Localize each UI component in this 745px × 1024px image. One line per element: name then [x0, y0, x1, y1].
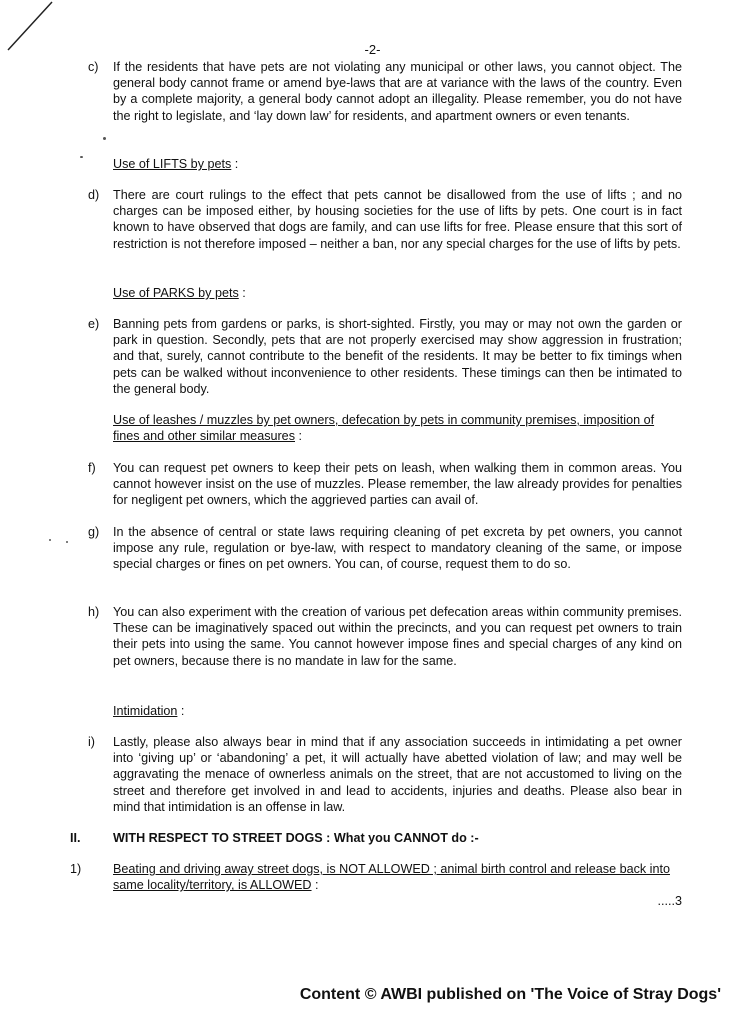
- paragraph-e: [70, 316, 682, 397]
- heading-parks: [113, 285, 683, 301]
- paragraph-f: [70, 460, 682, 509]
- heading-intimidation: [113, 703, 683, 719]
- continuation-marker: .....3: [657, 894, 682, 908]
- scan-speck: [103, 137, 106, 140]
- item-label: e): [88, 317, 100, 331]
- paragraph-g: [70, 524, 682, 573]
- copyright-footer: Content © AWBI published on 'The Voice of Stray Dogs': [299, 986, 721, 1003]
- heading-lifts: [113, 156, 683, 172]
- item-text: If the residents that have pets are not violating any municipal or other laws, you cannot object. The general body cannot frame or amend bye-laws that are at variance with the laws of the country. Even by a complete majority, a general body cannot adopt an illegality. Please remember, you do not have the right to legislate, and ‘lay down law’ for residents, and apartment owners or even tenants.: [113, 60, 682, 123]
- item-text: You can request pet owners to keep their pets on leash, when walking them in common areas. You cannot however insist on the use of muzzles. Please remember, the law already provides for penalties for negligent pet owners, which the aggrieved parties can avail of.: [113, 461, 682, 508]
- heading-leashes: [113, 412, 683, 444]
- heading-colon: :: [177, 704, 185, 718]
- numbered-label: 1): [70, 862, 82, 876]
- scan-speck: [66, 541, 68, 543]
- section-heading: [70, 830, 682, 846]
- heading-title: Intimidation: [113, 704, 178, 718]
- paragraph-h: [70, 604, 682, 669]
- numbered-item-1: [70, 861, 682, 893]
- numbered-text: [113, 861, 682, 893]
- paragraph-c: [70, 59, 682, 124]
- numbered-underlined: Beating and driving away street dogs, is NOT ALLOWED ; animal birth control and release back into same locality/territory, is ALLOWED: [113, 862, 670, 893]
- heading-title: Use of PARKS by pets: [113, 286, 239, 300]
- item-text: In the absence of central or state laws requiring cleaning of pet excreta by pet owners, you cannot impose any rule, regulation or bye-law, with respect to mandatory cleaning of the same, or impose special charges or fines on pet owners. You can, of course, request them to do so.: [113, 525, 682, 572]
- item-text: Banning pets from gardens or parks, is short-sighted. Firstly, you may or may not own the garden or park in question. Secondly, pets that are not properly exercised may show aggression in frustration; and that, surely, cannot contribute to the benefit of the residents. It may be better to fix timings when pets can be walked without inconvenience to other residents. These timings can then be intimated to the general body.: [113, 317, 682, 396]
- heading-colon: :: [238, 286, 246, 300]
- section-label: II.: [70, 831, 81, 845]
- heading-title: Use of leashes / muzzles by pet owners, defecation by pets in community premises, imposition of fines and other similar measures: [113, 413, 655, 444]
- item-text: Lastly, please also always bear in mind that if any association succeeds in intimidating a pet owner into ‘giving up’ or ‘abandoning’ a pet, it will actually have abetted violation of law; and may well be aggravating the menace of ownerless animals on the street, that are not accustomed to living on the street and therefore get involved in and lead to accidents, injuries and deaths. Please also bear in mind that intimidation is an offense in law.: [113, 735, 682, 814]
- item-text: You can also experiment with the creation of various pet defecation areas within community premises. These can be imaginatively spaced out within the precincts, and you can request pet owners to train their pets into using the same. You cannot however impose fines and special charges of any kind on pet owners, because there is no mandate in law for the same.: [113, 605, 682, 668]
- heading-colon: :: [295, 429, 302, 444]
- item-label: h): [88, 605, 100, 619]
- section-title: WITH RESPECT TO STREET DOGS : What you CANNOT do :-: [113, 831, 479, 845]
- item-text: There are court rulings to the effect that pets cannot be disallowed from the use of lifts ; and no charges can be imposed either, by housing societies for the use of lifts by pets. One court is in fact known to have observed that dogs are family, and can use lifts for free. Please ensure that this sort of restriction is not therefore imposed – neither a ban, nor any special charges for the use of lifts by pets.: [113, 188, 682, 251]
- item-label: f): [88, 461, 96, 475]
- paragraph-i: [70, 734, 682, 815]
- numbered-colon: :: [311, 878, 319, 893]
- page-number: -2-: [364, 42, 381, 57]
- item-label: g): [88, 525, 100, 539]
- paragraph-d: [70, 187, 682, 252]
- item-label: i): [88, 735, 95, 749]
- heading-title: Use of LIFTS by pets: [113, 157, 232, 171]
- heading-colon: :: [231, 157, 239, 171]
- scan-speck: [49, 539, 51, 541]
- scan-speck: [80, 156, 83, 158]
- item-label: d): [88, 188, 100, 202]
- item-label: c): [88, 60, 99, 74]
